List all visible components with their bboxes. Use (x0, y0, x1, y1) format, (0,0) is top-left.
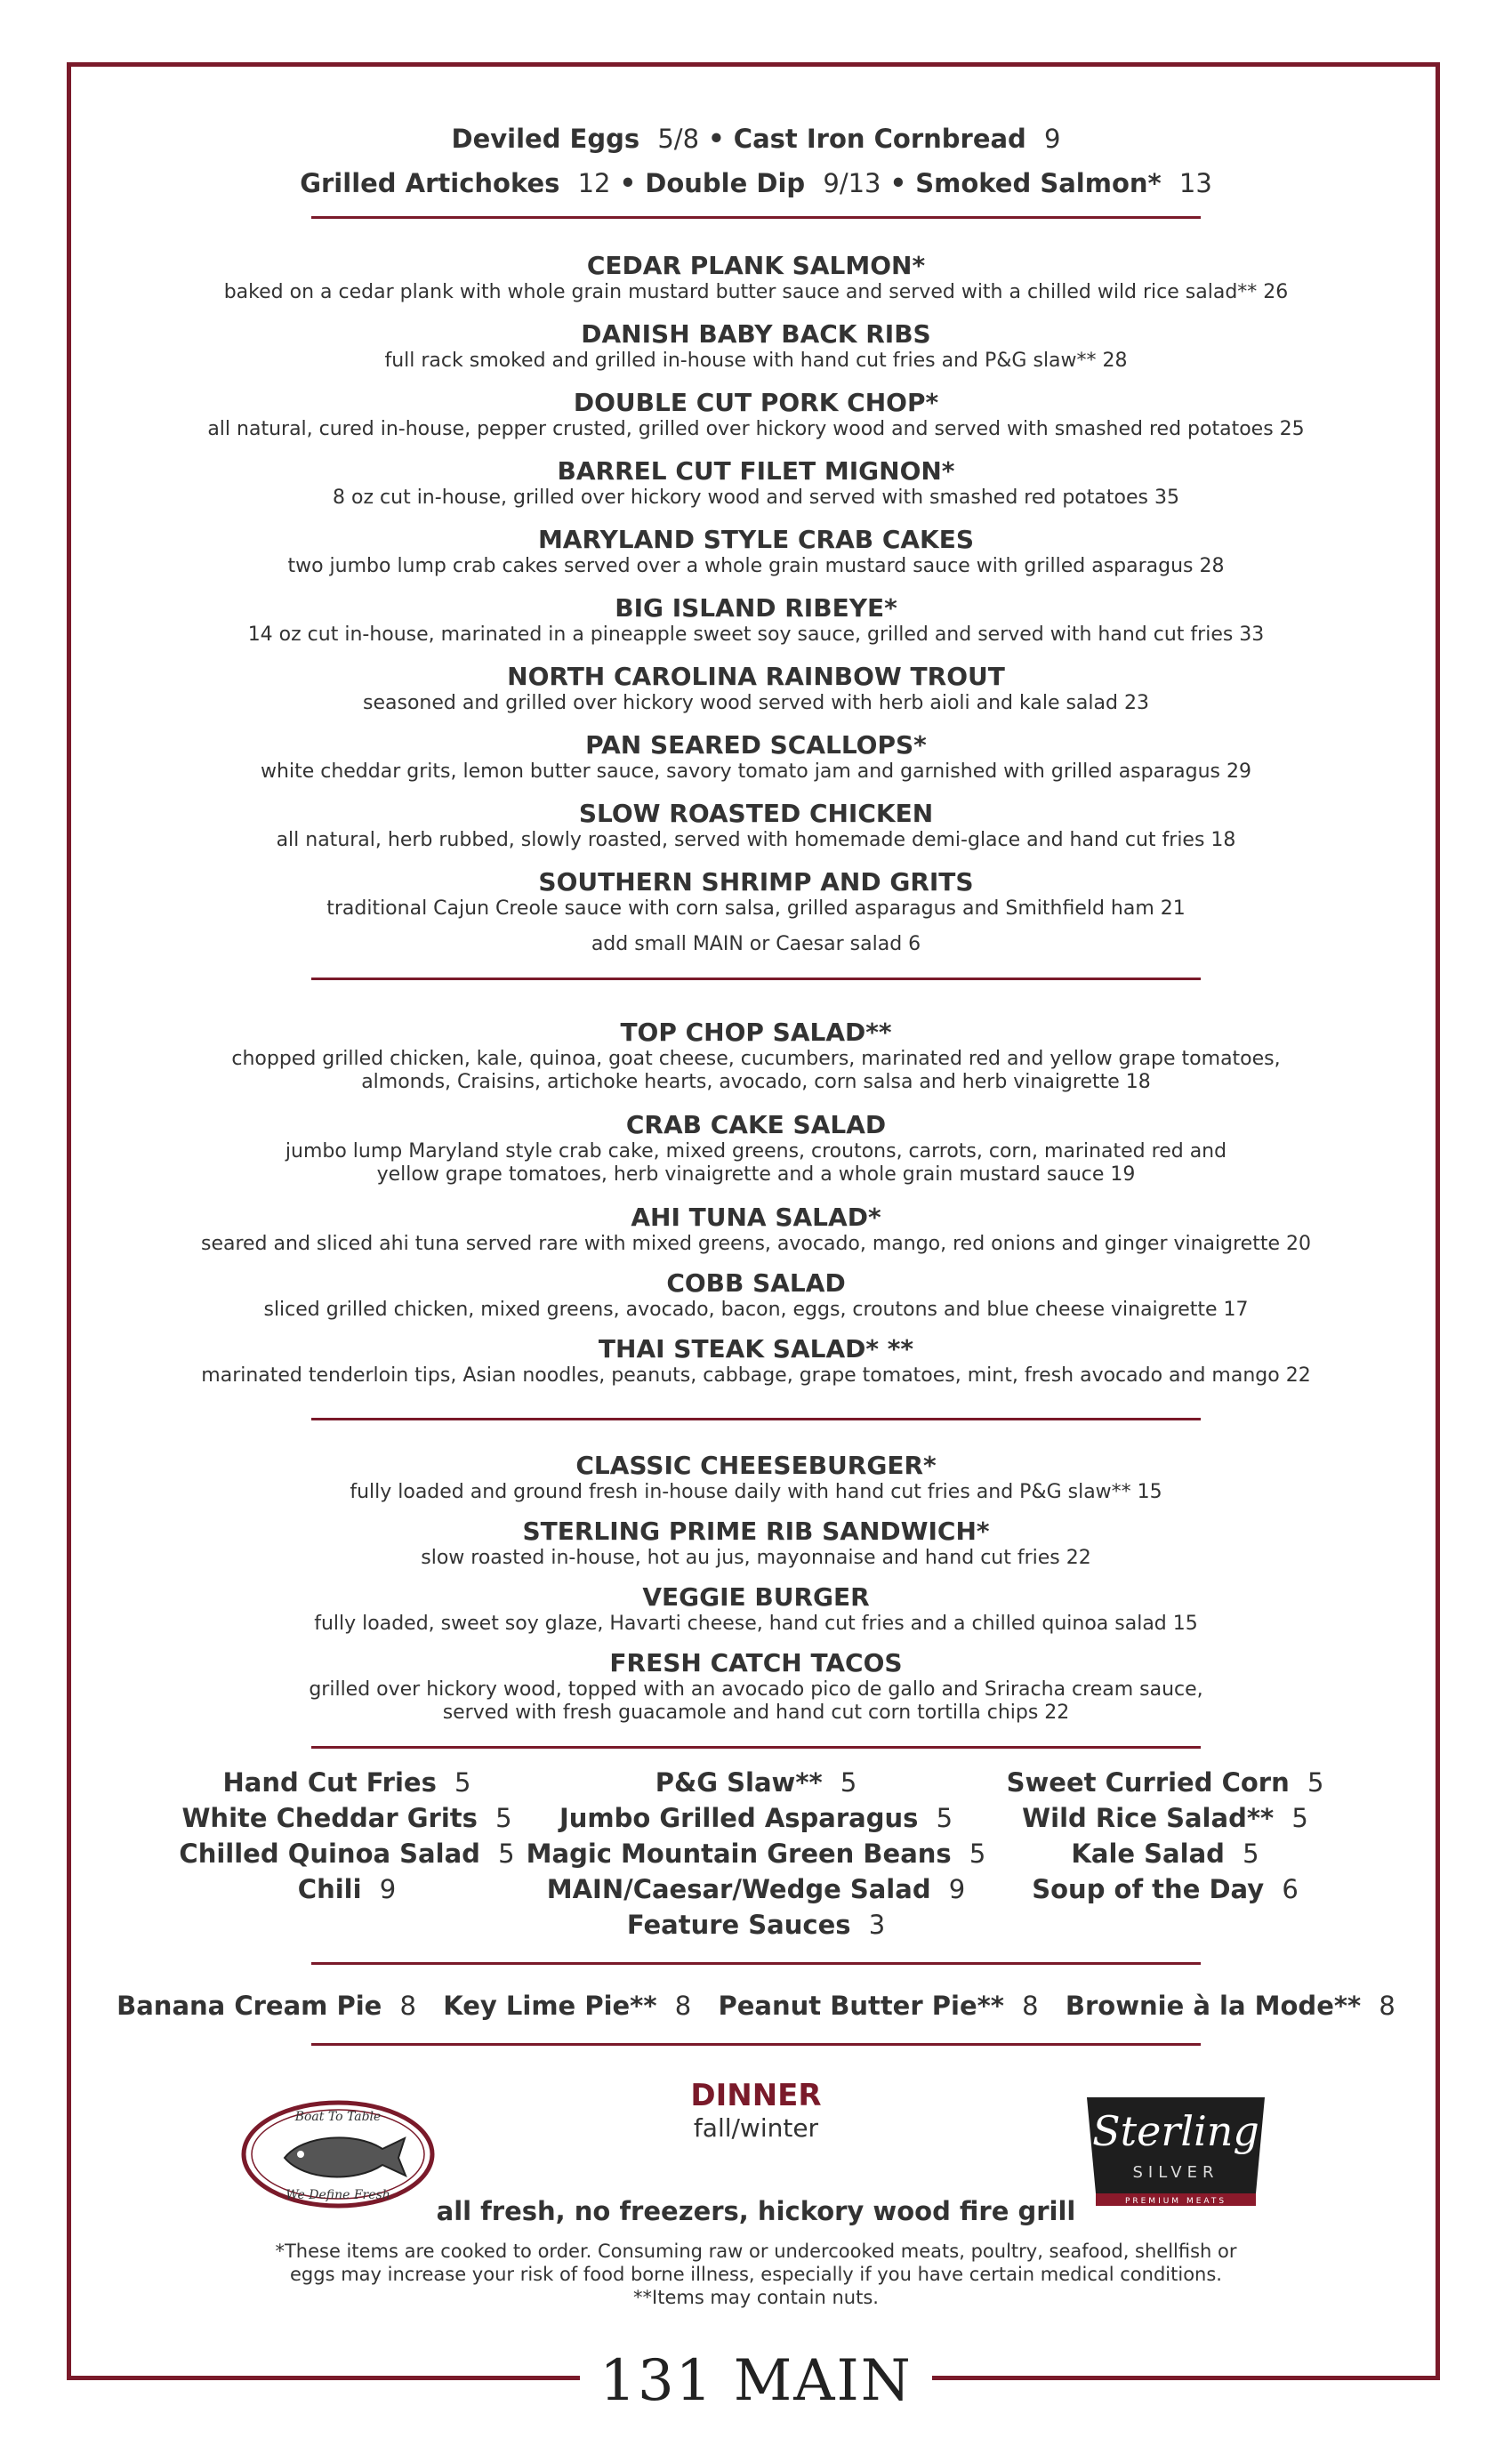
item-name: VEGGIE BURGER (642, 1582, 870, 1612)
menu-item (71, 1451, 1441, 1504)
item-description: jumbo lump Maryland style crab cake, mixed greens, croutons, carrots, corn, marinated red and (285, 1140, 1227, 1163)
item-description: baked on a cedar plank with whole grain mustard butter sauce and served with a chilled wild rice salad** 26 (223, 281, 1289, 303)
side-price: 3 (868, 1910, 886, 1940)
menu-item (71, 867, 1441, 921)
side-name: Soup of the Day (1032, 1874, 1265, 1904)
dessert-name: Peanut Butter Pie** (718, 1991, 1004, 2021)
starters-line-2 (71, 161, 1441, 205)
dessert-name: Brownie à la Mode** (1065, 1991, 1362, 2021)
side-name: MAIN/Caesar/Wedge Salad (546, 1874, 931, 1904)
starter-price: 9 (1044, 124, 1061, 154)
item-name: THAI STEAK SALAD* ** (598, 1334, 914, 1364)
mains-section (71, 251, 1441, 956)
logo-tagline: PREMIUM MEATS (1124, 2197, 1227, 2206)
side-name: Hand Cut Fries (222, 1767, 437, 1798)
side-price: 5 (498, 1839, 515, 1869)
item-description: served with fresh guacamole and hand cut corn tortilla chips 22 (442, 1702, 1070, 1724)
item-name: DANISH BABY BACK RIBS (581, 319, 931, 349)
sides-column-left (169, 1765, 525, 1943)
sides-column-middle (525, 1765, 987, 1943)
item-description: seasoned and grilled over hickory wood served with herb aioli and kale salad 23 (363, 692, 1149, 714)
side-name: Kale Salad (1071, 1839, 1225, 1869)
item-name: SLOW ROASTED CHICKEN (578, 799, 934, 828)
menu-season: fall/winter (693, 2113, 819, 2143)
side-price: 9 (379, 1874, 397, 1904)
item-name: CRAB CAKE SALAD (625, 1110, 887, 1139)
side-price: 5 (936, 1803, 953, 1833)
starter-name: Smoked Salmon* (915, 168, 1162, 198)
disclaimer-line: *These items are cooked to order. Consuming raw or undercooked meats, poultry, seafood, shellfish or (275, 2241, 1237, 2262)
separator-dot: • (708, 124, 725, 154)
starter-price: 9/13 (823, 168, 881, 198)
item-name: CLASSIC CHEESEBURGER* (575, 1451, 937, 1480)
item-description: two jumbo lump crab cakes served over a whole grain mustard sauce with grilled asparagus 28 (287, 555, 1225, 577)
side-price: 9 (948, 1874, 966, 1904)
separator-dot: • (889, 168, 907, 198)
menu-item (71, 1648, 1441, 1725)
item-description: yellow grape tomatoes, herb vinaigrette and a whole grain mustard sauce 19 (376, 1163, 1136, 1186)
side-price: 5 (1291, 1803, 1308, 1833)
side-name: Feature Sauces (626, 1910, 851, 1940)
sides-section (71, 1765, 1441, 1943)
item-name: STERLING PRIME RIB SANDWICH* (522, 1517, 990, 1546)
item-description: almonds, Craisins, artichoke hearts, avocado, corn salsa and herb vinaigrette 18 (361, 1071, 1151, 1093)
starters-line-1 (71, 117, 1441, 161)
side-name: Magic Mountain Green Beans (526, 1839, 952, 1869)
logo-subtitle: SILVER (1132, 2163, 1219, 2182)
dessert-price: 8 (1022, 1991, 1039, 2021)
item-name: COBB SALAD (666, 1268, 846, 1298)
menu-item (71, 1203, 1441, 1256)
item-description: traditional Cajun Creole sauce with corn salsa, grilled asparagus and Smithfield ham 21 (326, 897, 1186, 920)
logo-text-bottom: We Define Fresh (286, 2188, 390, 2202)
menu-item (71, 662, 1441, 715)
side-price: 6 (1282, 1874, 1299, 1904)
side-price: 5 (840, 1767, 857, 1798)
sterling-silver-logo (1078, 2090, 1274, 2208)
salads-section (71, 1018, 1441, 1388)
menu-item (71, 1018, 1441, 1094)
side-price: 5 (969, 1839, 986, 1869)
starter-price: 13 (1178, 168, 1212, 198)
side-name: P&G Slaw** (655, 1767, 823, 1798)
item-description: slow roasted in-house, hot au jus, mayonnaise and hand cut fries 22 (421, 1547, 1091, 1569)
side-name: Jumbo Grilled Asparagus (559, 1803, 919, 1833)
item-name: SOUTHERN SHRIMP AND GRITS (538, 867, 974, 897)
starter-name: Deviled Eggs (451, 124, 640, 154)
item-description: sliced grilled chicken, mixed greens, avocado, bacon, eggs, croutons and blue cheese vinaigrette 17 (263, 1299, 1249, 1321)
item-name: BIG ISLAND RIBEYE* (615, 593, 897, 623)
menu-item (71, 456, 1441, 510)
side-name: Sweet Curried Corn (1006, 1767, 1290, 1798)
dessert-price: 8 (674, 1991, 692, 2021)
menu-item (71, 799, 1441, 852)
starter-name: Cast Iron Cornbread (733, 124, 1026, 154)
side-name: Chilled Quinoa Salad (179, 1839, 480, 1869)
side-price: 5 (454, 1767, 471, 1798)
item-name: FRESH CATCH TACOS (609, 1648, 903, 1678)
item-description: all natural, cured in-house, pepper crusted, grilled over hickory wood and served with smashed red potatoes 25 (207, 418, 1305, 440)
item-name: TOP CHOP SALAD** (620, 1018, 892, 1047)
item-description: seared and sliced ahi tuna served rare with mixed greens, avocado, mango, red onions and ginger vinaigrette 20 (200, 1233, 1311, 1255)
menu-item (71, 1110, 1441, 1187)
side-price: 5 (1243, 1839, 1259, 1869)
logo-name: Sterling (1092, 2107, 1259, 2155)
dessert-name: Banana Cream Pie (117, 1991, 382, 2021)
menu-item (71, 730, 1441, 784)
item-description: fully loaded, sweet soy glaze, Havarti cheese, hand cut fries and a chilled quinoa salad 15 (314, 1613, 1198, 1635)
starter-price: 5/8 (657, 124, 700, 154)
separator-dot: • (619, 168, 637, 198)
side-price: 5 (1307, 1767, 1324, 1798)
menu-item (71, 525, 1441, 578)
item-name: AHI TUNA SALAD* (631, 1203, 881, 1232)
menu-item (71, 1334, 1441, 1388)
item-description: fully loaded and ground fresh in-house daily with hand cut fries and P&G slaw** 15 (350, 1481, 1162, 1503)
starter-name: Double Dip (645, 168, 806, 198)
item-name: MARYLAND STYLE CRAB CAKES (537, 525, 975, 554)
restaurant-brand (0, 2348, 1512, 2414)
side-price: 5 (495, 1803, 512, 1833)
logo-text-top: Boat To Table (294, 2110, 382, 2124)
add-on-note: add small MAIN or Caesar salad 6 (591, 933, 921, 955)
boat-to-table-logo (240, 2099, 436, 2209)
item-name: NORTH CAROLINA RAINBOW TROUT (507, 662, 1005, 691)
desserts-section (71, 1988, 1441, 2024)
item-description: chopped grilled chicken, kale, quinoa, goat cheese, cucumbers, marinated red and yellow grape tomatoes, (231, 1048, 1281, 1070)
dessert-price: 8 (399, 1991, 416, 2021)
menu-item (71, 593, 1441, 647)
starter-price: 12 (577, 168, 611, 198)
menu-item (71, 1517, 1441, 1570)
item-name: PAN SEARED SCALLOPS* (585, 730, 927, 760)
menu-item (71, 1268, 1441, 1322)
item-description: all natural, herb rubbed, slowly roasted, served with homemade demi-glace and hand cut fries 18 (276, 829, 1236, 851)
dessert-price: 8 (1379, 1991, 1395, 2021)
menu-title: DINNER (690, 2078, 822, 2113)
item-name: BARREL CUT FILET MIGNON* (557, 456, 955, 486)
menu-item (71, 1582, 1441, 1636)
side-name: Chili (297, 1874, 362, 1904)
disclaimer-line: **Items may contain nuts. (633, 2287, 879, 2308)
sandwiches-section (71, 1451, 1441, 1725)
item-description: marinated tenderloin tips, Asian noodles, peanuts, cabbage, grape tomatoes, mint, fresh avocado and mango 22 (201, 1364, 1311, 1387)
item-description: grilled over hickory wood, topped with an avocado pico de gallo and Sriracha cream sauce, (309, 1678, 1203, 1701)
brand-name: 131 MAIN (580, 2348, 932, 2414)
item-name: CEDAR PLANK SALMON* (586, 251, 926, 280)
item-name: DOUBLE CUT PORK CHOP* (573, 388, 939, 417)
menu-item (71, 251, 1441, 304)
side-name: White Cheddar Grits (181, 1803, 478, 1833)
menu-content (71, 67, 1441, 2309)
dessert-name: Key Lime Pie** (443, 1991, 657, 2021)
disclaimer-line: eggs may increase your risk of food borne illness, especially if you have certain medical conditions. (290, 2264, 1222, 2285)
item-description: white cheddar grits, lemon butter sauce, savory tomato jam and garnished with grilled asparagus 29 (261, 760, 1251, 783)
menu-item (71, 388, 1441, 441)
sides-column-right (987, 1765, 1343, 1943)
tagline: all fresh, no freezers, hickory wood fire grill (436, 2196, 1076, 2226)
menu-item (71, 319, 1441, 373)
item-description: 14 oz cut in-house, marinated in a pineapple sweet soy sauce, grilled and served with hand cut fries 33 (247, 624, 1265, 646)
starter-name: Grilled Artichokes (300, 168, 560, 198)
item-description: full rack smoked and grilled in-house with hand cut fries and P&G slaw** 28 (384, 350, 1128, 372)
side-name: Wild Rice Salad** (1022, 1803, 1275, 1833)
item-description: 8 oz cut in-house, grilled over hickory wood and served with smashed red potatoes 35 (333, 487, 1179, 509)
